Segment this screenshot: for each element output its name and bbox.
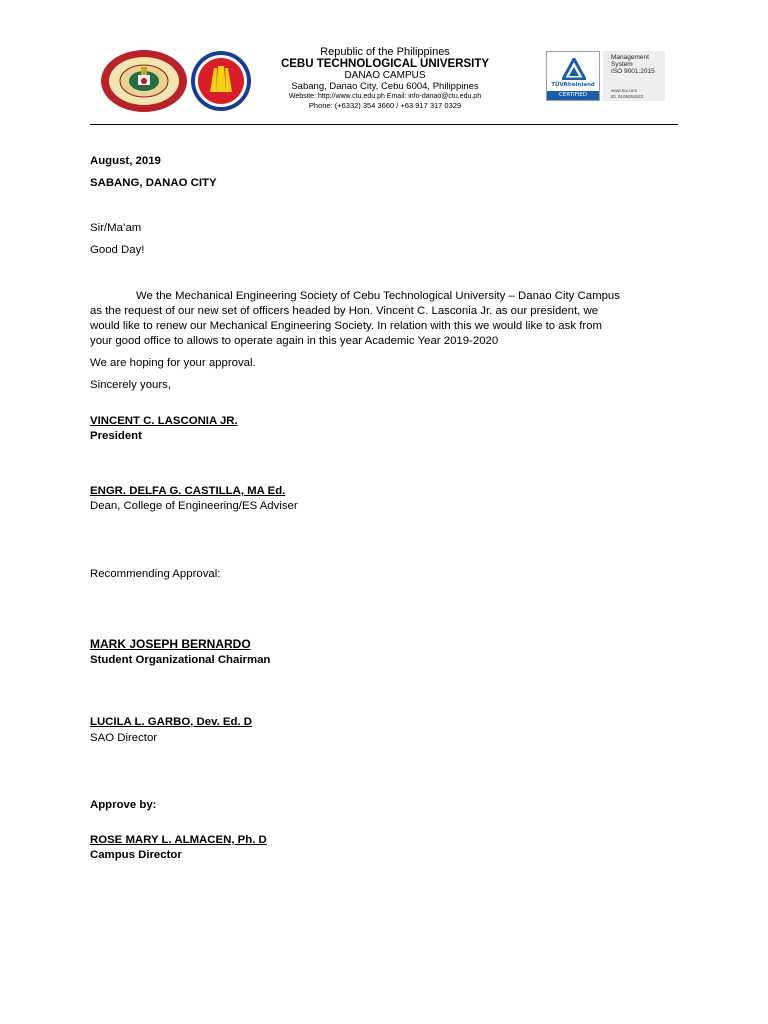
body-line-1: We the Mechanical Engineering Society of Cebu Technological University – Danao City Campus xyxy=(136,290,620,302)
signatory-title-dean: Dean, College of Engineering/ES Adviser xyxy=(90,500,298,512)
cert-site: www.tuv.com xyxy=(611,88,638,93)
university-seal-icon xyxy=(100,49,188,113)
signatory-title-president: President xyxy=(90,430,142,442)
body-line-4: your good office to allows to operate again in this year Academic Year 2019-2020 xyxy=(90,335,499,347)
approve-label: Approve by: xyxy=(90,799,157,811)
signatory-title-chairman: Student Organizational Chairman xyxy=(90,654,271,666)
signatory-name-director: ROSE MARY L. ALMACEN, Ph. D xyxy=(90,834,267,846)
signatory-name-chairman: MARK JOSEPH BERNARDO xyxy=(90,637,251,651)
tuv-triangle-icon xyxy=(562,58,586,80)
hoping-line: We are hoping for your approval. xyxy=(90,357,256,369)
tuv-certification-badge xyxy=(546,51,600,101)
header-divider xyxy=(90,124,678,125)
letter-location: SABANG, DANAO CITY xyxy=(90,177,217,189)
certified-label: CERTIFIED xyxy=(547,91,599,100)
signatory-name-president: VINCENT C. LASCONIA JR. xyxy=(90,415,238,427)
campus-name: DANAO CAMPUS xyxy=(344,70,426,81)
signatory-title-sao: SAO Director xyxy=(90,732,158,744)
signatory-name-dean: ENGR. DELFA G. CASTILLA, MA Ed. xyxy=(90,485,286,497)
closing-line: Sincerely yours, xyxy=(90,379,172,391)
signatory-title-director: Campus Director xyxy=(90,849,182,861)
web-email-line: Website: http://www.ctu.edu.ph Email: info-danao@ctu.edu.ph xyxy=(288,93,482,100)
greeting: Good Day! xyxy=(90,244,145,256)
letter-date: August, 2019 xyxy=(90,155,161,167)
tuv-brand: TÜVRheinland xyxy=(551,82,595,88)
cert-line-2: System xyxy=(611,61,633,68)
recommending-label: Recommending Approval: xyxy=(90,568,221,580)
body-line-3: would like to renew our Mechanical Engineering Society. In relation with this we would like to ask from xyxy=(90,320,602,332)
cert-line-1: Management xyxy=(611,54,649,61)
phone-line: Phone: (+6332) 354 3660 / +63 917 317 0329 xyxy=(308,101,462,110)
cert-id: ID: 9105052623 xyxy=(611,94,644,99)
letterhead-text xyxy=(230,46,540,110)
address-line: Sabang, Danao City, Cebu 6004, Philippines xyxy=(291,81,479,92)
republic-line: Republic of the Philippines xyxy=(320,46,450,58)
body-line-2: as the request of our new set of officers headed by Hon. Vincent C. Lasconia Jr. as our president, we xyxy=(90,305,599,317)
salutation: Sir/Ma’am xyxy=(90,222,142,234)
signatory-name-sao: LUCILA L. GARBO, Dev. Ed. D xyxy=(90,716,253,728)
iso-certification-info xyxy=(603,51,665,101)
university-name: CEBU TECHNOLOGICAL UNIVERSITY xyxy=(280,58,490,70)
cert-line-3: ISO 9001:2015 xyxy=(611,68,655,75)
